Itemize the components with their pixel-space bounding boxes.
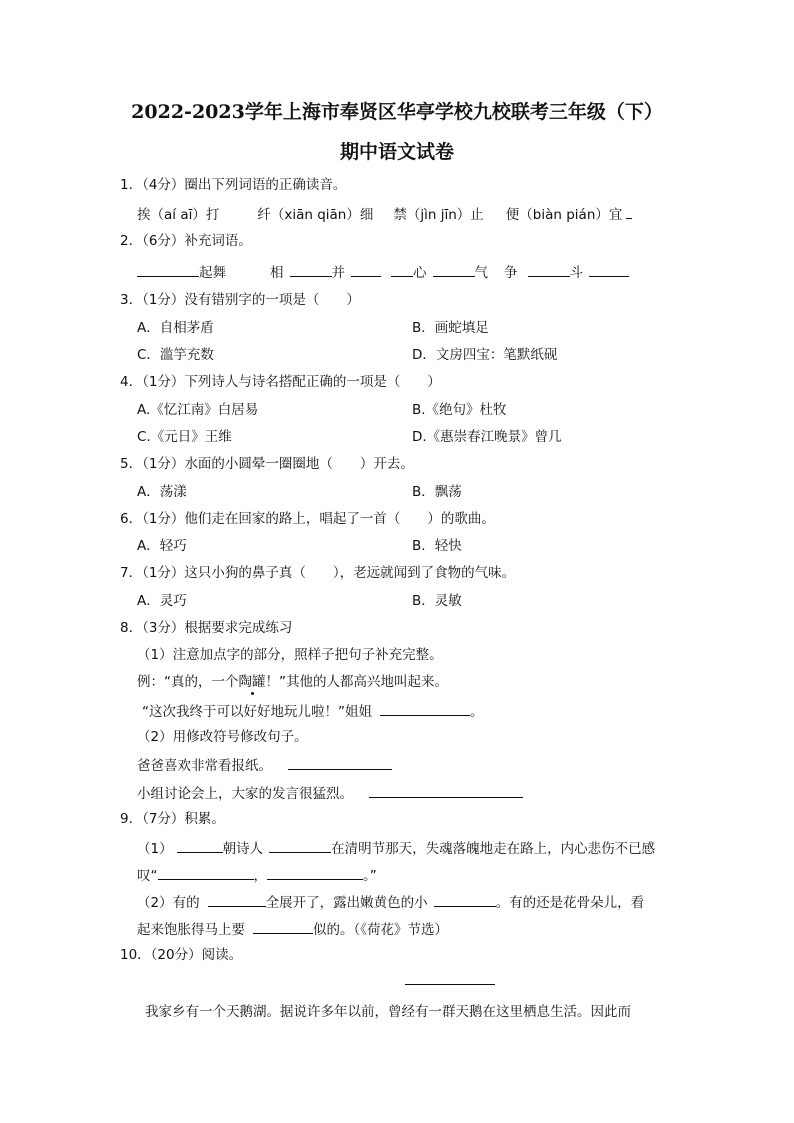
q9-text: 朝诗人 <box>222 841 264 857</box>
passage-title-blank[interactable] <box>405 970 495 985</box>
q1-item: 挨（aí aī）打 <box>137 207 220 223</box>
example-text: 例：“真的，一个 <box>137 674 239 690</box>
answer-blank[interactable] <box>269 838 331 853</box>
exam-title-line1: 2022-2023学年上海市奉贤区华亭学校九校联考三年级（下） <box>131 101 663 123</box>
q6-stem: 6．（1分）他们走在回家的路上，唱起了一首（ ）的歌曲。 <box>120 511 495 527</box>
q9-line3 <box>137 892 644 912</box>
answer-blank[interactable] <box>351 262 381 277</box>
q6-option-b[interactable]: B．轻快 <box>412 538 462 554</box>
q9-line4 <box>137 919 448 939</box>
q5-stem: 5．（1分）水面的小圆晕一圈圈地（ ）开去。 <box>120 456 414 472</box>
answer-blank[interactable] <box>434 892 496 907</box>
q2-item: 起舞 <box>199 265 226 281</box>
emphasis-dot-text: 陶罐 <box>238 674 266 690</box>
q1-items <box>137 204 632 224</box>
q9-text: 。” <box>363 868 377 884</box>
answer-blank[interactable] <box>380 701 470 716</box>
q2-item: 争 <box>504 265 518 281</box>
q10-passage: 我家乡有一个天鹅湖。据说许多年以前，曾经有一群天鹅在这里栖息生活。因此而 <box>145 1004 631 1020</box>
q9-text: ， <box>253 868 267 884</box>
answer-blank[interactable] <box>433 262 475 277</box>
q8-sub2: （2）用修改符号修改句子。 <box>137 729 308 745</box>
q8-sub1: （1）注意加点字的部分，照样子把句子补充完整。 <box>137 647 443 663</box>
q9-text: 叹“ <box>137 868 158 884</box>
fix-sentence: 小组讨论会上，大家的发言很猛烈。 <box>137 786 353 802</box>
q9-text: 起来饱胀得马上要 <box>137 922 245 938</box>
q7-option-b[interactable]: B．灵敏 <box>412 593 462 609</box>
q8-fix1 <box>137 755 392 775</box>
fix-sentence: 爸爸喜欢非常看报纸。 <box>137 758 272 774</box>
q4-option-a[interactable]: A.《忆江南》白居易 <box>137 402 259 418</box>
q9-text: （2）有的 <box>137 895 200 911</box>
q10-stem: 10．（20分）阅读。 <box>120 947 243 963</box>
answer-blank[interactable] <box>267 865 363 880</box>
q4-stem: 4．（1分）下列诗人与诗名搭配正确的一项是（ ） <box>120 374 441 390</box>
q4-option-c[interactable]: C.《元日》王维 <box>137 429 232 445</box>
example-text: ！”其他的人都高兴地叫起来。 <box>265 674 448 690</box>
q6-option-a[interactable]: A．轻巧 <box>137 538 187 554</box>
q9-text: 在清明节那天，失魂落魄地走在路上，内心悲伤不已感 <box>331 841 656 857</box>
sentence-text: “这次我终于可以好好地玩儿啦！”姐姐 <box>142 704 372 720</box>
q1-stem: 1．（4分）圈出下列词语的正确读音。 <box>120 177 347 193</box>
q7-option-a[interactable]: A．灵巧 <box>137 593 187 609</box>
q3-option-c[interactable]: C．滥竽充数 <box>137 347 214 363</box>
q9-text: （1） <box>137 841 173 857</box>
q2-item: 斗 <box>569 265 583 281</box>
q9-text: 。有的还是花骨朵儿，看 <box>495 895 645 911</box>
q5-option-a[interactable]: A．荡漾 <box>137 484 187 500</box>
q2-item: 心 <box>413 265 427 281</box>
q4-option-d[interactable]: D.《惠崇春江晚景》曾几 <box>412 429 562 445</box>
q8-example <box>137 673 448 691</box>
q8-fix2 <box>137 783 523 803</box>
q9-text: 全展开了，露出嫩黄色的小 <box>265 895 428 911</box>
answer-blank[interactable] <box>288 755 392 770</box>
answer-blank[interactable] <box>369 783 523 798</box>
q3-option-a[interactable]: A．自相茅盾 <box>137 320 214 336</box>
answer-blank[interactable] <box>208 892 266 907</box>
answer-blank[interactable] <box>137 262 199 277</box>
q9-stem: 9．（7分）积累。 <box>120 811 225 827</box>
q3-stem: 3．（1分）没有错别字的一项是（ ） <box>120 292 360 308</box>
q7-stem: 7．（1分）这只小狗的鼻子真（ ），老远就闻到了食物的气味。 <box>120 565 516 581</box>
q3-option-b[interactable]: B．画蛇填足 <box>412 320 489 336</box>
q9-line2 <box>137 865 377 885</box>
q8-stem: 8．（3分）根据要求完成练习 <box>120 620 293 636</box>
q9-line1 <box>137 838 655 858</box>
q1-item: 禁（jìn jīn）止 <box>393 207 484 223</box>
answer-blank[interactable] <box>158 865 254 880</box>
q2-items <box>137 262 629 282</box>
answer-blank[interactable] <box>290 262 332 277</box>
answer-blank[interactable] <box>626 204 632 219</box>
q4-option-b[interactable]: B.《绝句》杜牧 <box>412 402 507 418</box>
q2-item: 气 <box>474 265 488 281</box>
q5-option-b[interactable]: B．飘荡 <box>412 484 462 500</box>
q1-item: 便（biàn pián）宜 <box>505 207 623 223</box>
answer-blank[interactable] <box>589 262 629 277</box>
exam-title-line2: 期中语文试卷 <box>339 141 454 163</box>
q1-item: 纤（xiān qiān）细 <box>257 207 374 223</box>
q2-item: 并 <box>331 265 345 281</box>
answer-blank[interactable] <box>391 262 413 277</box>
q8-sentence <box>142 701 484 721</box>
answer-blank[interactable] <box>528 262 570 277</box>
q2-item: 相 <box>270 265 284 281</box>
answer-blank[interactable] <box>177 838 223 853</box>
q2-stem: 2．（6分）补充词语。 <box>120 233 252 249</box>
q3-option-d[interactable]: D．文房四宝：笔默纸砚 <box>412 347 558 363</box>
q9-text: 似的。（《荷花》节选） <box>313 922 448 938</box>
answer-blank[interactable] <box>253 919 313 934</box>
sentence-end: 。 <box>470 704 484 720</box>
